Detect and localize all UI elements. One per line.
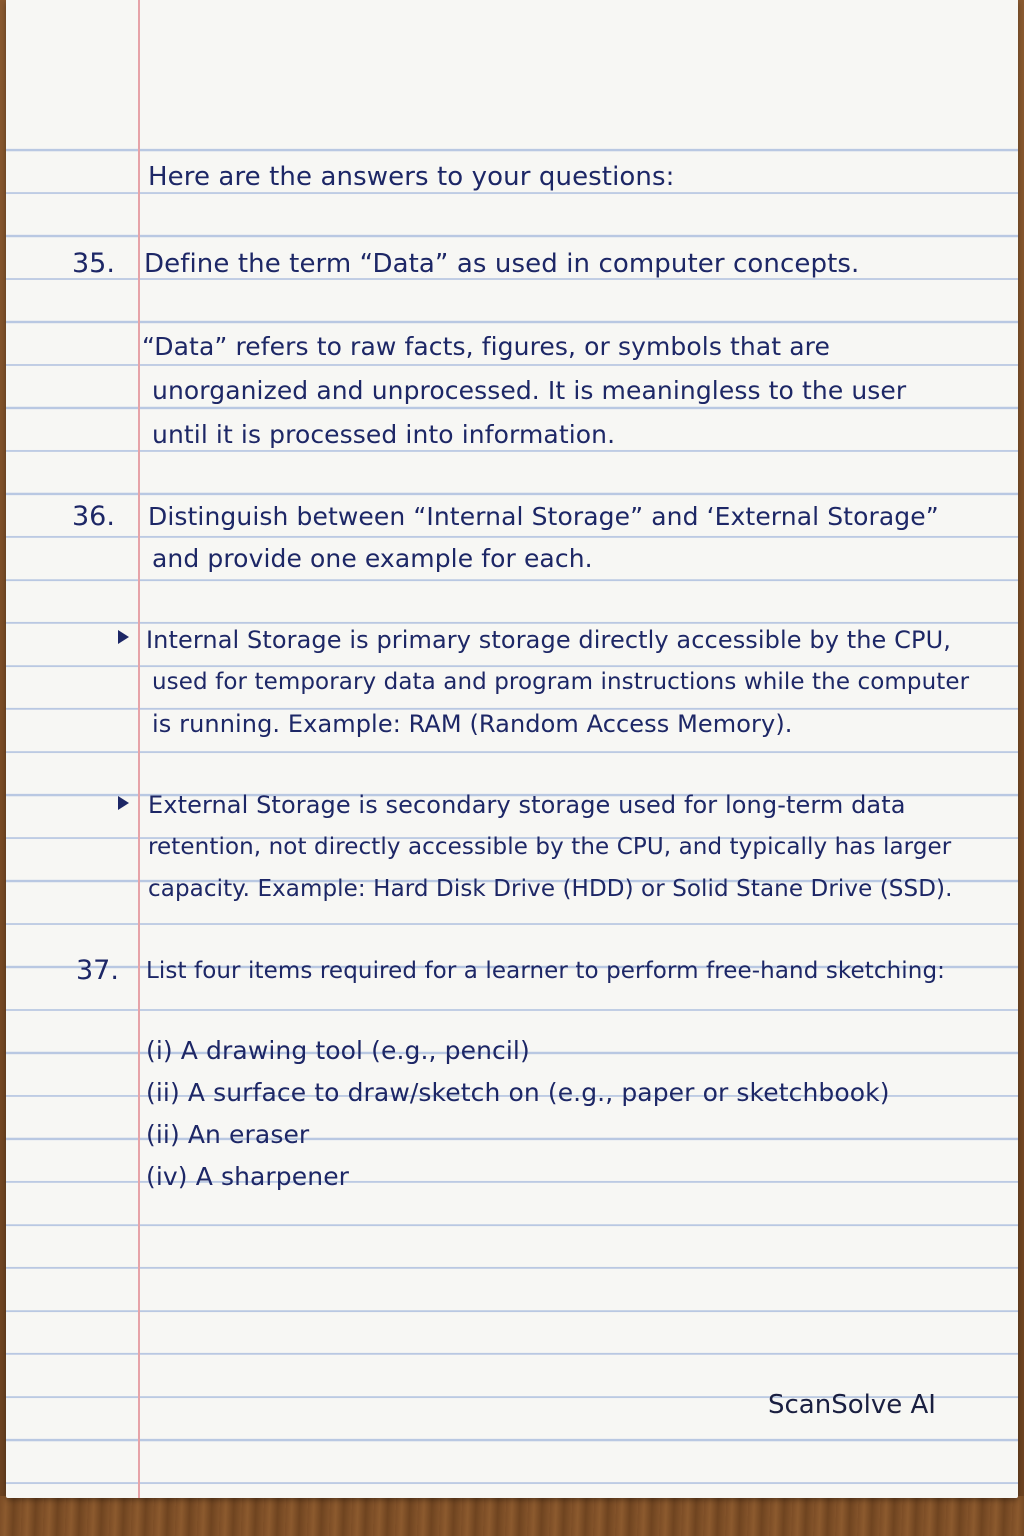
question-36-prompt-line-1: Distinguish between “Internal Storage” and ‘External Storage” (148, 502, 939, 531)
lined-paper-sheet (6, 0, 1018, 1498)
list-item-3: (ii) An eraser (146, 1120, 310, 1149)
triangle-bullet-icon (118, 796, 129, 810)
list-item-2: (ii) A surface to draw/sketch on (e.g., paper or sketchbook) (146, 1078, 890, 1107)
question-35-prompt: Define the term “Data” as used in computer concepts. (144, 249, 860, 279)
question-37-number: 37. (76, 955, 119, 986)
bullet-2-line-3: capacity. Example: Hard Disk Drive (HDD) or Solid Stane Drive (SSD). (148, 876, 953, 902)
wooden-table (0, 1496, 1024, 1536)
question-35-number: 35. (72, 248, 115, 279)
triangle-bullet-icon (118, 630, 129, 644)
answer-35-line-3: until it is processed into information. (152, 420, 616, 449)
intro-heading: Here are the answers to your questions: (148, 162, 675, 192)
list-item-1: (i) A drawing tool (e.g., pencil) (146, 1036, 530, 1065)
red-margin-line (138, 0, 140, 1498)
bullet-1-line-1: Internal Storage is primary storage directly accessible by the CPU, (146, 626, 951, 654)
question-36-number: 36. (72, 501, 115, 532)
bullet-2-line-2: retention, not directly accessible by the CPU, and typically has larger (148, 834, 952, 860)
question-36-prompt-line-2: and provide one example for each. (152, 544, 593, 573)
question-37-prompt: List four items required for a learner to perform free-hand sketching: (146, 958, 946, 984)
paper-top-margin (6, 0, 1018, 108)
signature-text: ScanSolve AI (768, 1390, 936, 1420)
bullet-1-line-3: is running. Example: RAM (Random Access Memory). (152, 710, 793, 738)
answer-35-line-2: unorganized and unprocessed. It is meaningless to the user (152, 376, 907, 405)
bullet-1-line-2: used for temporary data and program instructions while the computer (152, 669, 970, 695)
bullet-2-line-1: External Storage is secondary storage used for long-term data (148, 791, 906, 819)
answer-35-line-1: “Data” refers to raw facts, figures, or symbols that are (142, 332, 830, 361)
list-item-4: (iv) A sharpener (146, 1162, 350, 1191)
